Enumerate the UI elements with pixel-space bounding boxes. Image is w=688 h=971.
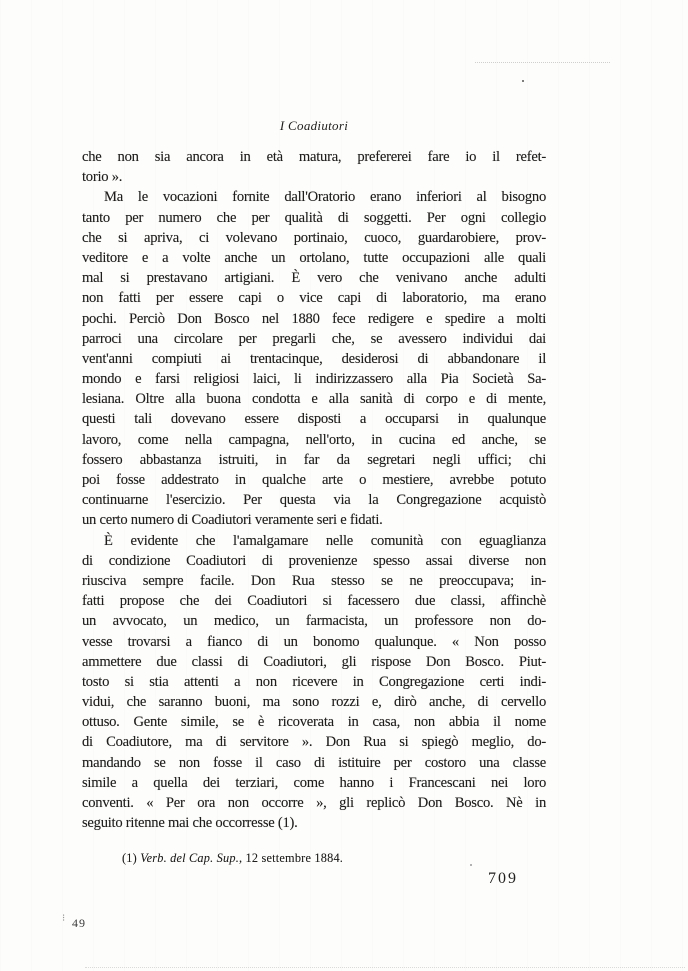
- footnote-marker: (1): [122, 851, 137, 865]
- text-line: vesse trovarsi a fianco di un bonomo qualunque. « Non posso: [82, 633, 546, 650]
- text-line: conventi. « Per ora non occorre », gli replicò Don Bosco. Nè in: [82, 795, 546, 811]
- text-line: simile a quella dei terziari, come hanno i Francescani nei loro: [82, 774, 546, 791]
- text-line: non fatti per essere capi o vice capi di laboratorio, ma erano: [82, 290, 546, 307]
- text-line: che si apriva, ci volevano portinaio, cuoco, guardarobiere, prov-: [82, 229, 546, 246]
- text-line: parroci una circolare per pregarli che, se avessero individui dai: [82, 330, 546, 347]
- text-line: di Coadiutore, ma di servitore ». Don Rua si spiegò meglio, do-: [82, 734, 546, 751]
- text-line: tosto si stia attenti a non ricevere in Congregazione certi indi-: [82, 673, 546, 690]
- text-line: fatti propose che dei Coadiutori si facessero due classi, affinchè: [82, 593, 546, 610]
- text-line: seguito ritenne mai che occorresse (1).: [82, 815, 298, 832]
- text-line: mal si prestavano artigiani. È vero che venivano anche adulti: [82, 270, 546, 287]
- text-line: un certo numero di Coadiutori veramente seri e fidati.: [82, 512, 383, 529]
- running-header: I Coadiutori: [279, 118, 349, 133]
- text-line: È evidente che l'amalgamare nelle comunità con eguaglianza: [104, 532, 546, 549]
- text-line: veditore e a volte anche un ortolano, tutte occupazioni alle quali: [82, 249, 546, 266]
- text-line: mandando se non fosse il caso di istituire per costoro una classe: [82, 754, 546, 771]
- text-line: questi tali dovevano essere disposti a occuparsi in qualunque: [82, 411, 546, 428]
- text-line: riusciva sempre facile. Don Rua stesso se ne preoccupava; in-: [82, 572, 546, 589]
- scan-artifact-tick: ⁝: [62, 913, 66, 924]
- text-line: pochi. Perciò Don Bosco nel 1880 fece redigere e spedire a molti: [82, 310, 546, 327]
- text-line: ottuso. Gente simile, se è ricoverata in casa, non abbia il nome: [82, 714, 546, 731]
- scan-artifact-dotted-line-top: [475, 62, 610, 63]
- text-line: lesiana. Oltre alla buona condotta e alla sanità di corpo e di mente,: [82, 391, 546, 408]
- footnote: [82, 851, 546, 866]
- text-line: mondo e farsi religiosi laici, li indirizzassero alla Pia Società Sa-: [82, 371, 546, 388]
- text-line: di condizione Coadiutori di provenienze spesso assai diverse non: [82, 552, 546, 569]
- text-line: tanto per numero che per qualità di soggetti. Per ogni collegio: [82, 209, 546, 226]
- text-line: lavoro, come nella campagna, nell'orto, in cucina ed anche, se: [82, 431, 546, 448]
- signature-number: 49: [72, 916, 86, 930]
- text-line: continuarne l'esercizio. Per questa via la Congregazione acquistò: [82, 492, 546, 509]
- text-line: un avvocato, un medico, un farmacista, un professore non do-: [82, 613, 546, 630]
- text-line: vidui, che saranno buoni, ma sono rozzi e, dirò anche, di cervello: [82, 694, 546, 711]
- text-line: Ma le vocazioni fornite dall'Oratorio erano inferiori al bisogno: [104, 189, 546, 206]
- text-line: poi fosse addestrato in qualche arte o mestiere, avrebbe potuto: [82, 472, 546, 488]
- footnote-source: Verb. del Cap. Sup.,: [140, 851, 243, 865]
- scan-artifact-dotted-line-bottom: [85, 967, 685, 968]
- body-text: [82, 147, 546, 833]
- footnote-text: 12 settembre 1884.: [245, 851, 344, 865]
- page-number: 709: [488, 870, 518, 887]
- text-line: vent'anni compiuti ai trentacinque, desiderosi di abbandonare il: [82, 350, 546, 367]
- text-line: ammettere due classi di Coadiutori, gli rispose Don Bosco. Piut-: [82, 653, 546, 670]
- scan-artifact-speck: [522, 80, 524, 82]
- text-line: torio ».: [82, 169, 123, 186]
- text-line: fossero abbastanza istruiti, in far da segretari negli uffici; chi: [82, 451, 546, 468]
- text-line: che non sia ancora in età matura, prefererei fare io il refet-: [82, 149, 546, 165]
